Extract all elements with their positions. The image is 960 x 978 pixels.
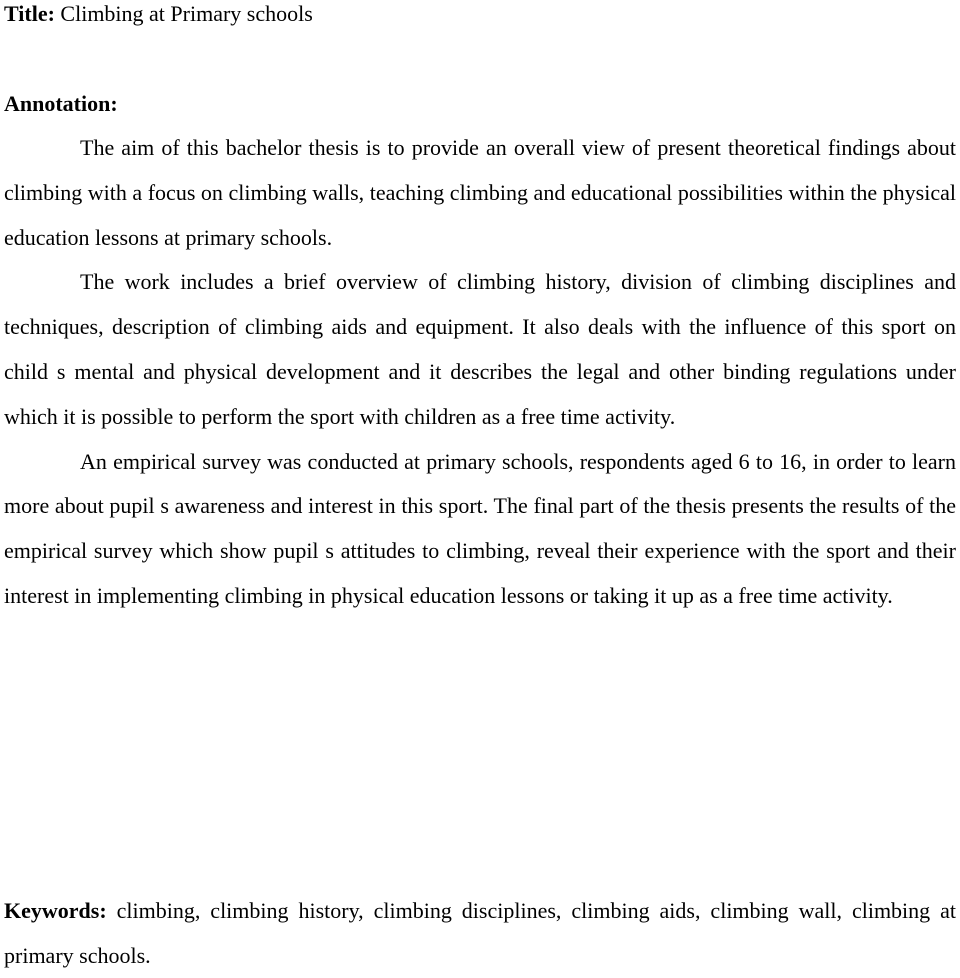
annotation-paragraph-2: The work includes a brief overview of climbing history, division of climbing disciplines and techniques, description of climbing aids and equipment. It also deals with the influence of this sport on child s mental and physical development and it describes the legal and other binding regulations under which it is possible to perform the sport with children as a free time activity. xyxy=(4,269,956,429)
title-label: Title: xyxy=(4,1,55,26)
keywords-label: Keywords: xyxy=(4,898,107,923)
keywords-text: climbing, climbing history, climbing disciplines, climbing aids, climbing wall, climbing at primary schools. xyxy=(4,898,957,968)
title-text: Climbing at Primary schools xyxy=(60,1,313,26)
annotation-heading: Annotation: xyxy=(4,91,118,116)
title-line xyxy=(4,0,313,28)
annotation-paragraph-1: The aim of this bachelor thesis is to provide an overall view of present theoretical findings about climbing with a focus on climbing walls, teaching climbing and educational possibilities within the physical education lessons at primary schools. xyxy=(4,135,956,250)
annotation-paragraph-3: An empirical survey was conducted at primary schools, respondents aged 6 to 16, in order to learn more about pupil s awareness and interest in this sport. The final part of the thesis presents the results of the empirical survey which show pupil s attitudes to climbing, reveal their experience with the sport and their interest in implementing climbing in physical education lessons or taking it up as a free time activity. xyxy=(4,448,956,608)
keywords-line xyxy=(4,889,956,978)
annotation-body xyxy=(4,126,956,619)
